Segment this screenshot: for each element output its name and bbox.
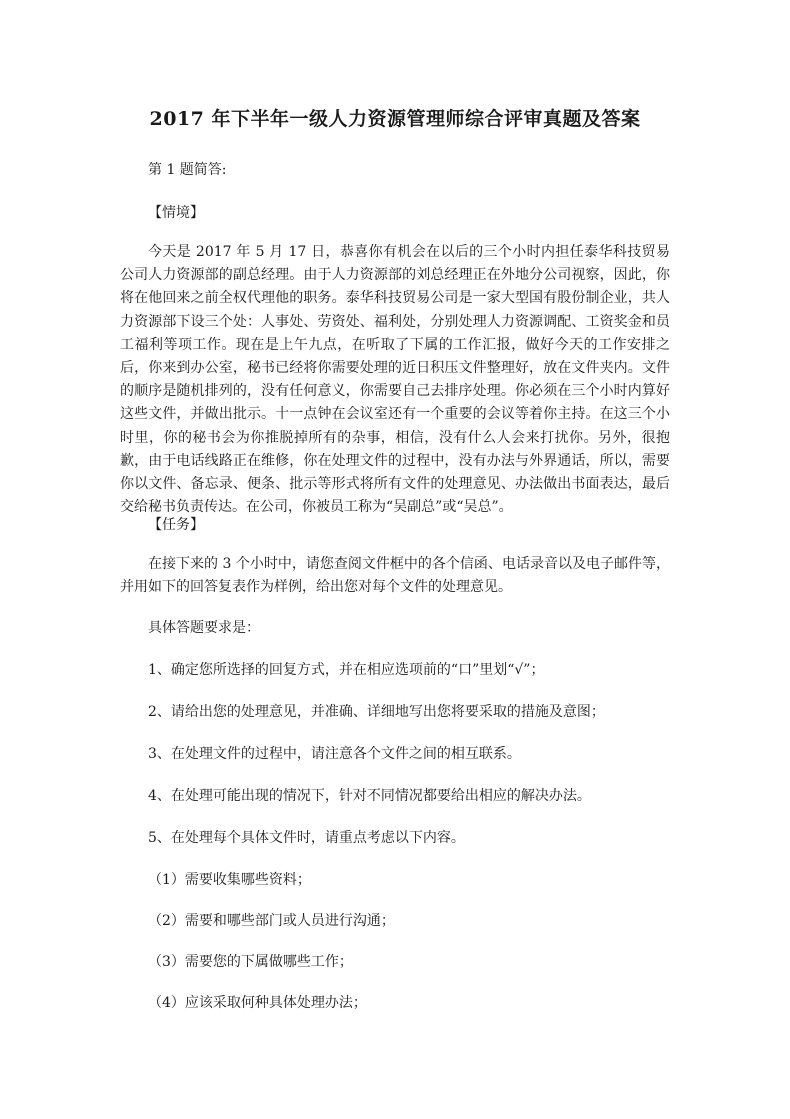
sub-item: （2）需要和哪些部门或人员进行沟通； [148,913,395,929]
task-heading: 【任务】 [148,517,204,533]
situation-paragraph: 今天是 2017 年 5 月 17 日，恭喜你有机会在以后的三个小时内担任泰华科技贸易公司人力资源部的副总经理。由于人力资源部的刘总经理正在外地分公司视察，因此，你将在他回来之前全权代理他的职务。泰华科技贸易公司是一家大型国有股份制企业，共人力资源部下设三个处：人事处、劳资处、福利处，分别处理人力资源调配、工资奖金和员工福利等项工作。现在是上午九点，在听取了下属的工作汇报，做好今天的工作安排之后，你来到办公室，秘书已经将你需要处理的近日积压文件整理好，放在文件夹内。文件的顺序是随机排列的，没有任何意义，你需要自己去排序处理。你必须在三个小时内算好这些文件，并做出批示。十一点钟在会议室还有一个重要的会议等着你主持。在这三个小时里，你的秘书会为你推脱掉所有的杂事，相信，没有什么人会来打扰你。另外，很抱歉，由于电话线路正在维修，你在处理文件的过程中，没有办法与外界通话，所以，需要你以文件、备忘录、便条、批示等形式将所有文件的处理意见、办法做出书面表达，最后交给秘书负责传达。在公司，你被员工称为“吴副总”或“吴总”。 [120,244,670,516]
requirement-item: 4、在处理可能出现的情况下，针对不同情况都要给出相应的解决办法。 [148,788,591,804]
situation-heading: 【情境】 [148,205,204,221]
question-label: 第 1 题简答: [148,162,227,178]
requirement-item: 3、在处理文件的过程中，请注意各个文件之间的相互联系。 [148,746,521,762]
requirement-item: 2、请给出您的处理意见，并准确、详细地写出您将要采取的措施及意图； [148,704,605,720]
task-paragraph: 在接下来的 3 个小时中，请您查阅文件框中的各个信函、电话录音以及电子邮件等，并用如下的回答复表作为样例，给出您对每个文件的处理意见。 [120,556,670,596]
requirement-item: 5、在处理每个具体文件时，请重点考虑以下内容。 [148,830,465,846]
sub-item: （3）需要您的下属做哪些工作； [148,954,353,970]
document-title: 2017 年下半年一级人力资源管理师综合评审真题及答案 [149,108,641,130]
requirements-intro: 具体答题要求是： [148,620,260,636]
sub-item: （4）应该采取何种具体处理办法； [148,995,367,1011]
requirement-item: 1、确定您所选择的回复方式，并在相应选项前的“口”里划“√”； [148,662,545,678]
sub-item: （1）需要收集哪些资料； [148,872,311,888]
